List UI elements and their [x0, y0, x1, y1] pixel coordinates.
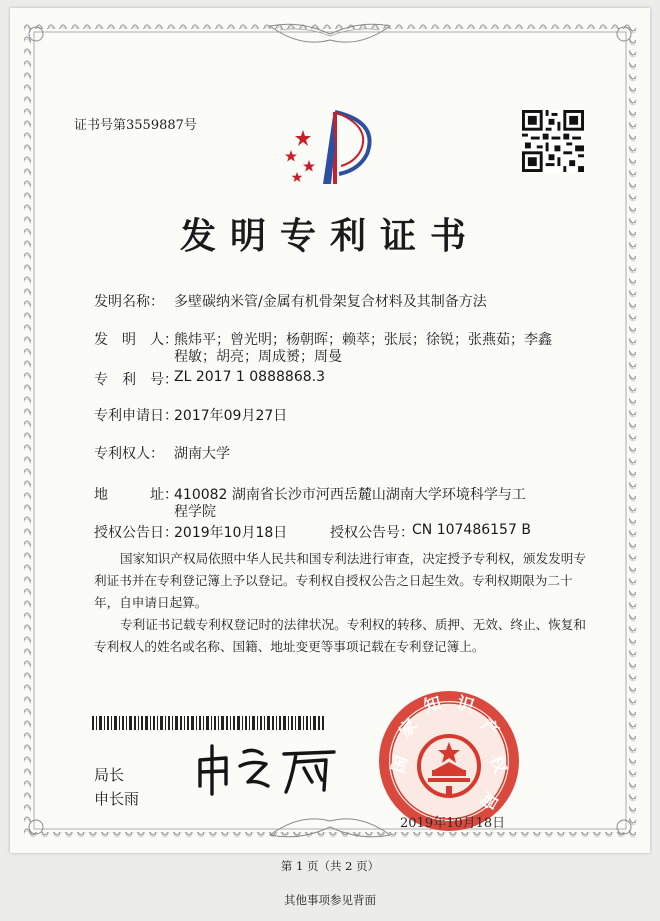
barcode-icon	[92, 716, 324, 730]
address-line2: 程学院	[174, 504, 216, 520]
svg-text:知: 知	[421, 693, 444, 718]
svg-text:局: 局	[475, 788, 502, 813]
inventors-line2: 程敏；胡亮；周成赟；周曼	[174, 349, 342, 365]
filing-date-value: 2017年09月27日	[174, 408, 288, 424]
svg-text:权: 权	[485, 753, 510, 776]
handwritten-signature	[192, 738, 342, 798]
svg-text:国: 国	[388, 753, 413, 776]
patentee-label: 专利权人：	[94, 446, 164, 462]
back-side-note: 其他事项参见背面	[284, 893, 376, 907]
signatory-title: 局长	[94, 766, 125, 784]
certificate-title: 发明专利证书	[179, 215, 480, 257]
grant-number-label: 授权公告号：	[330, 525, 414, 541]
svg-text:家: 家	[395, 715, 422, 742]
invention-name-label: 发明名称：	[94, 294, 164, 310]
patent-number-label: 专 利 号：	[94, 372, 178, 388]
certificate-number: 证书号第3559887号	[74, 118, 197, 133]
svg-text:识: 识	[454, 693, 477, 718]
address-line1: 410082 湖南省长沙市河西岳麓山湖南大学环境科学与工	[174, 487, 526, 503]
patent-number-value: ZL 2017 1 0888868.3	[174, 369, 325, 385]
invention-name-value: 多壁碳纳米管/金属有机骨架复合材料及其制备方法	[174, 294, 487, 310]
svg-text:产: 产	[476, 715, 503, 742]
legal-paragraph-1: 国家知识产权局依照中华人民共和国专利法进行审查，决定授予专利权，颁发发明专利证书并在专利登记簿上予以登记。专利权自授权公告之日起生效。专利权期限为二十年，自申请日起算。	[94, 551, 586, 610]
signatory-name: 申长雨	[94, 790, 140, 808]
grant-date-value: 2019年10月18日	[174, 525, 288, 541]
seal-date: 2019年10月18日	[400, 816, 506, 831]
grant-number-value: CN 107486157 B	[412, 522, 531, 538]
qr-code-icon	[522, 110, 584, 172]
grant-date-label: 授权公告日：	[94, 525, 178, 541]
patent-office-emblem-icon	[275, 108, 385, 188]
patentee-value: 湖南大学	[174, 446, 230, 462]
inventors-label: 发 明 人：	[94, 332, 178, 348]
filing-date-label: 专利申请日：	[94, 408, 178, 424]
inventors-line1: 熊炜平；曾光明；杨朝晖；赖萃；张辰；徐锐；张燕茹；李鑫	[174, 332, 552, 348]
address-label: 地 址：	[94, 487, 178, 503]
legal-paragraph-2: 专利证书记载专利权登记时的法律状况。专利权的转移、质押、无效、终止、恢复和专利权人的姓名或名称、国籍、地址变更等事项记载在专利登记簿上。	[94, 617, 586, 654]
page-indicator: 第 1 页（共 2 页）	[280, 859, 380, 873]
